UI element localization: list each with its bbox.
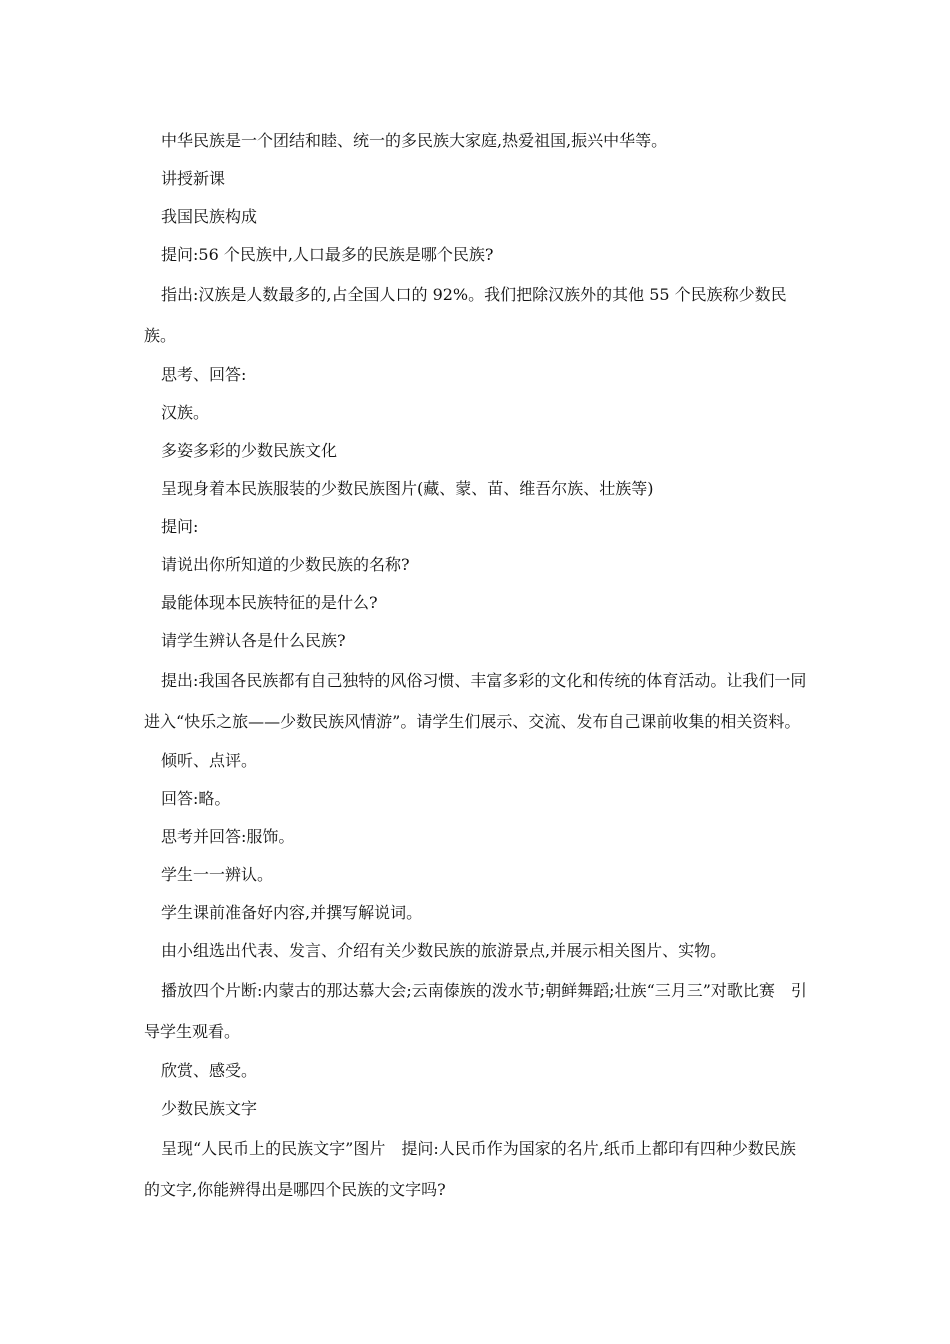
paragraph: 最能体现本民族特征的是什么? xyxy=(161,593,378,612)
paragraph: 呈现“人民币上的民族文字”图片 提问:人民币作为国家的名片,纸币上都印有四种少数民族的文字,你能辨得出是哪四个民族的文字吗? xyxy=(144,1139,796,1199)
paragraph: 请说出你所知道的少数民族的名称? xyxy=(161,555,410,574)
paragraph: 由小组选出代表、发言、介绍有关少数民族的旅游景点,并展示相关图片、实物。 xyxy=(161,941,727,960)
paragraph: 学生一一辨认。 xyxy=(161,865,274,884)
paragraph: 指出:汉族是人数最多的,占全国人口的 92%。我们把除汉族外的其他 55 个民族称少数民族。 xyxy=(144,285,787,345)
paragraph: 思考、回答: xyxy=(161,365,247,384)
paragraph: 呈现身着本民族服装的少数民族图片(藏、蒙、苗、维吾尔族、壮族等) xyxy=(161,479,654,498)
paragraph: 倾听、点评。 xyxy=(161,751,258,770)
paragraph: 思考并回答:服饰。 xyxy=(161,827,295,846)
section-heading: 多姿多彩的少数民族文化 xyxy=(161,441,338,460)
paragraph: 汉族。 xyxy=(161,403,210,422)
section-heading: 讲授新课 xyxy=(161,169,226,188)
paragraph: 请学生辨认各是什么民族? xyxy=(161,631,346,650)
section-heading: 我国民族构成 xyxy=(161,207,258,226)
paragraph: 欣赏、感受。 xyxy=(161,1061,258,1080)
paragraph: 中华民族是一个团结和睦、统一的多民族大家庭,热爱祖国,振兴中华等。 xyxy=(161,131,668,150)
paragraph: 回答:略。 xyxy=(161,789,231,808)
section-heading: 少数民族文字 xyxy=(161,1099,258,1118)
document-body xyxy=(144,122,808,1210)
paragraph: 提问:56 个民族中,人口最多的民族是哪个民族? xyxy=(161,245,494,264)
paragraph: 提问: xyxy=(161,517,199,536)
paragraph: 播放四个片断:内蒙古的那达慕大会;云南傣族的泼水节;朝鲜舞蹈;壮族“三月三”对歌比赛 引导学生观看。 xyxy=(144,981,807,1041)
paragraph: 学生课前准备好内容,并撰写解说词。 xyxy=(161,903,423,922)
paragraph: 提出:我国各民族都有自己独特的风俗习惯、丰富多彩的文化和传统的体育活动。让我们一同进入“快乐之旅——少数民族风情游”。请学生们展示、交流、发布自己课前收集的相关资料。 xyxy=(144,671,807,731)
